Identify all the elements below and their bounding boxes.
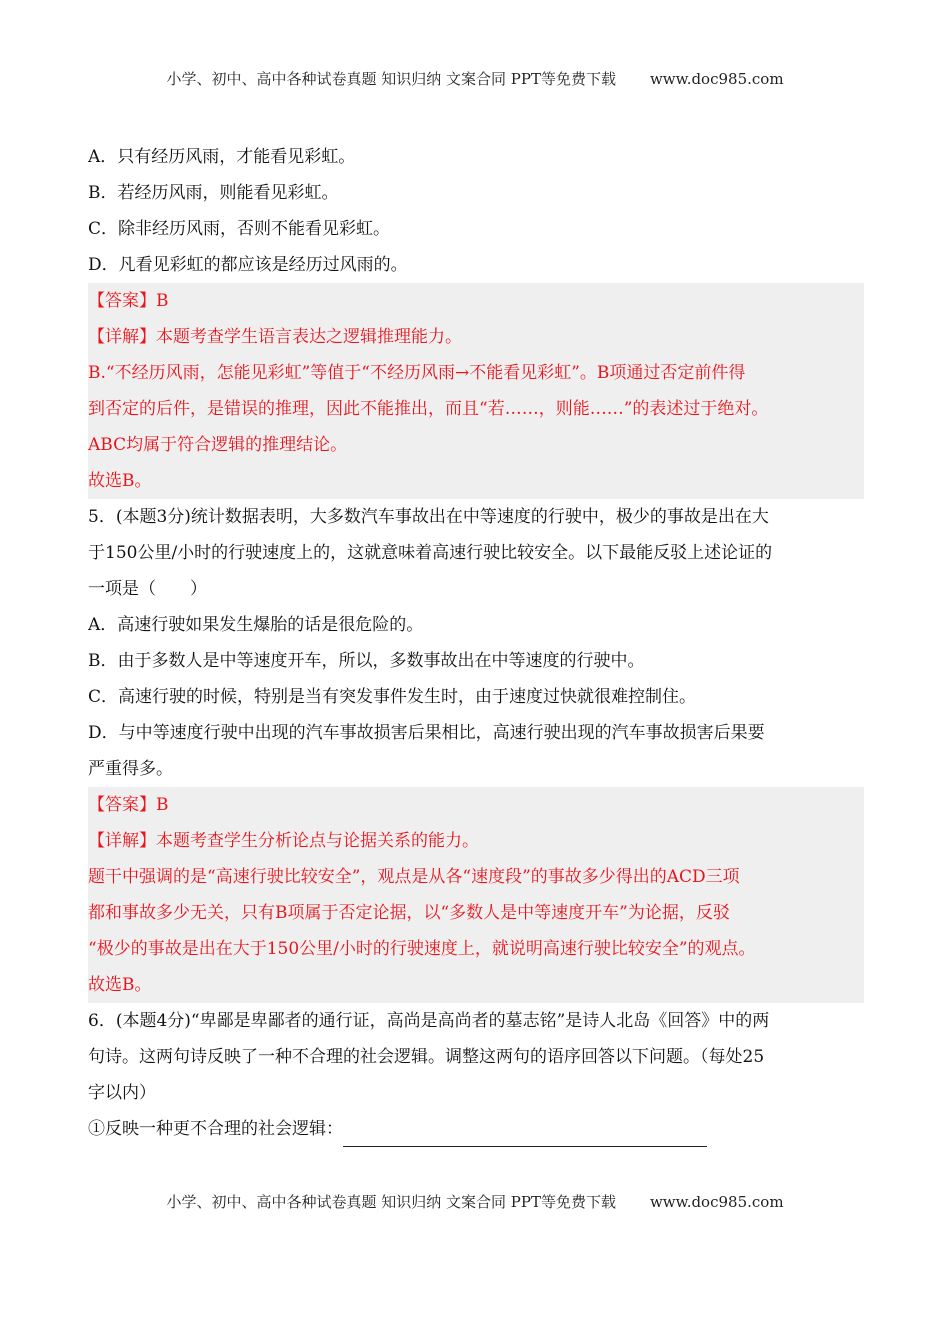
q5-detail-line: 都和事故多少无关，只有B项属于否定论据，以“多数人是中等速度开车”为论据，反驳 xyxy=(88,903,730,923)
q5-stem-line: 5．(本题3分)统计数据表明，大多数汽车事故出在中等速度的行驶中，极少的事故是出在大 xyxy=(88,507,769,527)
q5-answer-block xyxy=(88,787,864,1003)
footer-site: www.doc985.com xyxy=(649,1193,784,1211)
q5-detail-line: “极少的事故是出在大于150公里/小时的行驶速度上，就说明高速行驶比较安全”的观点。 xyxy=(88,939,756,959)
q5-option-a: A．高速行驶如果发生爆胎的话是很危险的。 xyxy=(88,615,424,635)
q6-stem-line: 6．(本题4分)“卑鄙是卑鄙者的通行证，高尚是高尚者的墓志铭”是诗人北岛《回答》中的两 xyxy=(88,1011,770,1031)
q5-stem-line: 一项是（ ） xyxy=(88,579,207,599)
q4-option-c: C．除非经历风雨，否则不能看见彩虹。 xyxy=(88,219,391,239)
header-text: 小学、初中、高中各种试卷真题 知识归纳 文案合同 PPT等免费下载 xyxy=(166,70,616,88)
q5-detail-line: 题干中强调的是“高速行驶比较安全”，观点是从各“速度段”的事故多少得出的ACD三项 xyxy=(88,867,740,887)
q5-detail-line: 故选B。 xyxy=(88,975,152,995)
q5-option-c: C．高速行驶的时候，特别是当有突发事件发生时，由于速度过快就很难控制住。 xyxy=(88,687,697,707)
q4-detail-line: ABC均属于符合逻辑的推理结论。 xyxy=(88,435,348,455)
q6-sub1-label: ①反映一种更不合理的社会逻辑： xyxy=(88,1119,343,1139)
answer-blank[interactable] xyxy=(343,1124,707,1147)
q4-option-a: A．只有经历风雨，才能看见彩虹。 xyxy=(88,147,356,167)
q5-option-d: D．与中等速度行驶中出现的汽车事故损害后果相比，高速行驶出现的汽车事故损害后果要 xyxy=(88,723,765,743)
q6-sub-question-1 xyxy=(88,1111,864,1147)
q4-answer: 【答案】B xyxy=(88,291,169,311)
page-header xyxy=(0,68,950,89)
q4-option-b: B．若经历风雨，则能看见彩虹。 xyxy=(88,183,339,203)
q4-detail-line: 【详解】本题考查学生语言表达之逻辑推理能力。 xyxy=(88,327,462,347)
page-content xyxy=(88,139,864,1147)
q6-stem-line: 句诗。这两句诗反映了一种不合理的社会逻辑。调整这两句的语序回答以下问题。（每处25 xyxy=(88,1047,765,1067)
q5-detail-line: 【详解】本题考查学生分析论点与论据关系的能力。 xyxy=(88,831,479,851)
q4-detail-line: 故选B。 xyxy=(88,471,152,491)
q4-detail-line: B.“不经历风雨，怎能见彩虹”等值于“不经历风雨→不能看见彩虹”。B项通过否定前件得 xyxy=(88,363,746,383)
q5-option-d-cont: 严重得多。 xyxy=(88,759,173,779)
q4-detail-line: 到否定的后件，是错误的推理，因此不能推出，而且“若……，则能……”的表述过于绝对。 xyxy=(88,399,769,419)
q5-answer: 【答案】B xyxy=(88,795,169,815)
q5-stem-line: 于150公里/小时的行驶速度上的，这就意味着高速行驶比较安全。以下最能反驳上述论证的 xyxy=(88,543,773,563)
header-site: www.doc985.com xyxy=(649,70,784,88)
q4-option-d: D．凡看见彩虹的都应该是经历过风雨的。 xyxy=(88,255,408,275)
footer-text: 小学、初中、高中各种试卷真题 知识归纳 文案合同 PPT等免费下载 xyxy=(166,1193,616,1211)
q6-stem-line: 字以内） xyxy=(88,1083,156,1103)
page-footer xyxy=(0,1191,950,1212)
q4-answer-block xyxy=(88,283,864,499)
q5-option-b: B．由于多数人是中等速度开车，所以，多数事故出在中等速度的行驶中。 xyxy=(88,651,645,671)
